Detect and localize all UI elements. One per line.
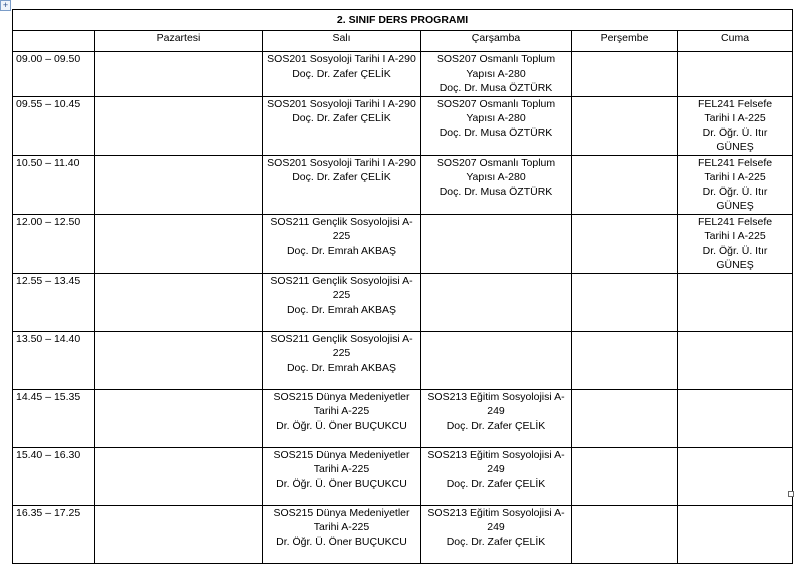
course-line: Dr. Öğr. Ü. Öner BUÇUKCU (276, 477, 407, 490)
header-pazartesi: Pazartesi (95, 31, 263, 52)
cell-carsamba (421, 331, 572, 389)
schedule-table (12, 9, 793, 564)
course-line: SOS207 Osmanlı Toplum (436, 53, 556, 65)
course-line: Doç. Dr. Zafer ÇELİK (446, 477, 546, 490)
time-cell: 09.00 – 09.50 (13, 52, 95, 97)
cell-pazartesi (95, 389, 263, 447)
course-line: SOS211 Gençlik Sosyolojisi A- (270, 332, 413, 345)
course-line: SOS215 Dünya Medeniyetler (273, 506, 410, 519)
cell-pazartesi (95, 331, 263, 389)
cell-carsamba (421, 52, 572, 97)
cell-sali (263, 96, 421, 155)
course-line: Tarihi A-225 (313, 463, 370, 475)
course-line: Tarihi I A-225 (704, 230, 766, 242)
cell-cuma (678, 214, 793, 273)
cell-carsamba (421, 155, 572, 214)
cell-sali (263, 447, 421, 505)
course-line: Doç. Dr. Zafer ÇELİK (292, 171, 391, 183)
course-line: FEL241 Felsefe (697, 156, 773, 169)
course-line: SOS215 Dünya Medeniyetler (273, 448, 410, 461)
course-line: 225 (332, 347, 351, 359)
cell-cuma (678, 447, 793, 505)
course-line: Tarihi I A-225 (704, 112, 766, 124)
cell-cuma (678, 273, 793, 331)
time-cell: 09.55 – 10.45 (13, 96, 95, 155)
cell-cuma (678, 389, 793, 447)
cell-carsamba (421, 96, 572, 155)
header-persembe: Perşembe (572, 31, 678, 52)
cell-pazartesi (95, 447, 263, 505)
cell-persembe (572, 331, 678, 389)
course-line: SOS201 Sosyoloji Tarihi I A-290 (267, 156, 416, 169)
course-line: Doç. Dr. Emrah AKBAŞ (286, 244, 397, 257)
time-cell: 16.35 – 17.25 (13, 505, 95, 563)
course-line: Doç. Dr. Emrah AKBAŞ (286, 361, 397, 374)
course-line: 249 (487, 405, 505, 417)
table-row (13, 505, 793, 563)
course-line: Doç. Dr. Musa ÖZTÜRK (439, 126, 553, 139)
cell-sali (263, 273, 421, 331)
course-line: SOS207 Osmanlı Toplum (436, 156, 556, 169)
cell-pazartesi (95, 505, 263, 563)
cell-pazartesi (95, 52, 263, 97)
table-row (13, 331, 793, 389)
course-line: Dr. Öğr. Ü. Itır (702, 244, 768, 257)
header-carsamba: Çarşamba (421, 31, 572, 52)
cell-persembe (572, 155, 678, 214)
cell-carsamba (421, 505, 572, 563)
course-line: Dr. Öğr. Ü. Itır (702, 185, 768, 198)
table-resize-handle[interactable] (788, 491, 794, 497)
table-row (13, 155, 793, 214)
course-line: SOS211 Gençlik Sosyolojisi A- (270, 274, 413, 287)
cell-persembe (572, 214, 678, 273)
table-row (13, 96, 793, 155)
time-cell: 12.55 – 13.45 (13, 273, 95, 331)
cell-cuma (678, 331, 793, 389)
table-row (13, 447, 793, 505)
course-line: Doç. Dr. Zafer ÇELİK (292, 67, 391, 80)
course-line: Tarihi I A-225 (704, 171, 766, 183)
cell-cuma (678, 505, 793, 563)
course-line: Doç. Dr. Musa ÖZTÜRK (439, 82, 553, 94)
cell-persembe (572, 389, 678, 447)
cell-carsamba (421, 447, 572, 505)
cell-persembe (572, 447, 678, 505)
time-cell: 10.50 – 11.40 (13, 155, 95, 214)
time-cell: 12.00 – 12.50 (13, 214, 95, 273)
header-sali: Salı (263, 31, 421, 52)
cell-persembe (572, 52, 678, 97)
cell-carsamba (421, 389, 572, 447)
course-line: FEL241 Felsefe (697, 215, 773, 228)
course-line: 225 (332, 230, 351, 242)
cell-persembe (572, 505, 678, 563)
course-line: SOS213 Eğitim Sosyolojisi A- (427, 448, 565, 461)
cell-pazartesi (95, 155, 263, 214)
course-line: Doç. Dr. Emrah AKBAŞ (286, 303, 397, 316)
course-line: Tarihi A-225 (313, 405, 370, 417)
course-line: Dr. Öğr. Ü. Öner BUÇUKCU (276, 535, 407, 548)
cell-pazartesi (95, 273, 263, 331)
course-line: Doç. Dr. Zafer ÇELİK (446, 535, 546, 548)
cell-cuma (678, 96, 793, 155)
course-line: GÜNEŞ (716, 141, 754, 153)
cell-persembe (572, 96, 678, 155)
cell-sali (263, 214, 421, 273)
course-line: 225 (332, 289, 351, 301)
time-cell: 13.50 – 14.40 (13, 331, 95, 389)
course-line: SOS211 Gençlik Sosyolojisi A- (270, 215, 413, 228)
cell-sali (263, 52, 421, 97)
table-row (13, 214, 793, 273)
course-line: SOS213 Eğitim Sosyolojisi A- (427, 390, 565, 403)
course-line: Yapısı A-280 (466, 67, 526, 80)
course-line: Doç. Dr. Musa ÖZTÜRK (439, 185, 553, 198)
day-header-row (13, 31, 793, 52)
course-line: Tarihi A-225 (313, 521, 370, 533)
cell-pazartesi (95, 214, 263, 273)
course-line: 249 (487, 463, 505, 475)
cell-sali (263, 505, 421, 563)
cell-sali (263, 155, 421, 214)
cell-cuma (678, 52, 793, 97)
course-line: Doç. Dr. Zafer ÇELİK (292, 112, 391, 124)
course-line: SOS207 Osmanlı Toplum (436, 97, 556, 110)
course-line: Dr. Öğr. Ü. Itır (702, 126, 768, 139)
time-header (13, 31, 95, 52)
cell-sali (263, 389, 421, 447)
course-line: SOS201 Sosyoloji Tarihi I A-290 (267, 53, 416, 65)
course-line: SOS215 Dünya Medeniyetler (273, 390, 410, 403)
cell-carsamba (421, 214, 572, 273)
course-line: Yapısı A-280 (466, 171, 526, 183)
table-row (13, 273, 793, 331)
course-line: GÜNEŞ (716, 259, 754, 271)
cell-carsamba (421, 273, 572, 331)
course-line: Dr. Öğr. Ü. Öner BUÇUKCU (276, 419, 407, 432)
table-row (13, 52, 793, 97)
course-line: 249 (487, 521, 505, 533)
cell-pazartesi (95, 96, 263, 155)
cell-sali (263, 331, 421, 389)
course-line: Yapısı A-280 (466, 112, 526, 124)
course-line: GÜNEŞ (716, 200, 754, 212)
table-row (13, 389, 793, 447)
course-line: FEL241 Felsefe (697, 97, 773, 110)
table-move-handle-icon[interactable]: + (0, 0, 11, 11)
course-line: SOS213 Eğitim Sosyolojisi A- (427, 506, 565, 519)
course-line: SOS201 Sosyoloji Tarihi I A-290 (267, 97, 416, 110)
time-cell: 14.45 – 15.35 (13, 389, 95, 447)
schedule-title: 2. SINIF DERS PROGRAMI (13, 10, 793, 31)
cell-persembe (572, 273, 678, 331)
cell-cuma (678, 155, 793, 214)
header-cuma: Cuma (678, 31, 793, 52)
time-cell: 15.40 – 16.30 (13, 447, 95, 505)
course-line: Doç. Dr. Zafer ÇELİK (446, 419, 546, 432)
